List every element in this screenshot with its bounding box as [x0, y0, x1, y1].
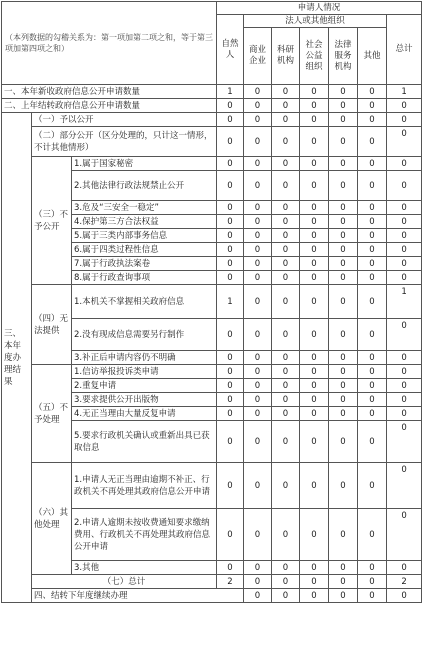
cell-commercial: 0: [244, 201, 272, 215]
cell-social: 0: [300, 99, 329, 113]
cell-other: 0: [358, 509, 387, 561]
header-natural-person: 自然人: [217, 15, 244, 85]
cell-research: 0: [272, 157, 300, 171]
cell-legal: 0: [329, 171, 358, 201]
cell-legal: 0: [329, 85, 358, 99]
cell-natural: 0: [217, 257, 244, 271]
cell-natural: 0: [217, 421, 244, 463]
cell-other: 0: [358, 99, 387, 113]
cell-natural: 1: [217, 285, 244, 319]
header-total: 总计: [387, 15, 422, 85]
cell-commercial: 0: [272, 589, 300, 603]
group-unable-to-provide: （四）无法提供: [32, 285, 72, 365]
row-label: 1.属于国家秘密: [72, 157, 217, 171]
cell-total: 0: [387, 365, 422, 379]
cell-other: 0: [358, 201, 387, 215]
cell-total: 0: [387, 407, 422, 421]
cell-social: 0: [300, 421, 329, 463]
cell-total: 0: [387, 319, 422, 351]
cell-commercial: 0: [244, 575, 272, 589]
cell-legal: 0: [329, 379, 358, 393]
cell-total: 0: [387, 157, 422, 171]
cell-total: 0: [387, 351, 422, 365]
row-partial: [2, 127, 422, 157]
cell-natural: 0: [217, 271, 244, 285]
cell-research: 0: [272, 421, 300, 463]
cell-social: 0: [300, 379, 329, 393]
cell-social: 0: [300, 351, 329, 365]
cell-commercial: 0: [244, 285, 272, 319]
cell-other: 0: [358, 285, 387, 319]
row-label: 2.没有现成信息需要另行制作: [72, 319, 217, 351]
cell-social: 0: [300, 113, 329, 127]
cell-total: 1: [387, 85, 422, 99]
cell-social: 0: [300, 561, 329, 575]
cell-social: 0: [300, 85, 329, 99]
row-label: 5.属于三类内部事务信息: [72, 229, 217, 243]
cell-social: 0: [300, 271, 329, 285]
cell-research: 0: [272, 113, 300, 127]
cell-legal: 0: [329, 561, 358, 575]
cell-legal: 0: [329, 201, 358, 215]
cell-commercial: 0: [244, 509, 272, 561]
cell-commercial: 0: [244, 365, 272, 379]
cell-research: 0: [272, 463, 300, 509]
cell-commercial: 0: [244, 351, 272, 365]
cell-commercial: 0: [244, 113, 272, 127]
cell-total: 0: [387, 379, 422, 393]
cell-natural: 0: [217, 215, 244, 229]
cell-other: 0: [358, 229, 387, 243]
cell-legal: 0: [329, 421, 358, 463]
cell-social: 0: [300, 319, 329, 351]
cell-total: 0: [387, 393, 422, 407]
row-label: 6.属于四类过程性信息: [72, 243, 217, 257]
cell-legal: 0: [329, 157, 358, 171]
cell-total: 0: [387, 421, 422, 463]
cell-research: 0: [272, 407, 300, 421]
cell-natural: 0: [217, 407, 244, 421]
cell-legal: 0: [329, 285, 358, 319]
header-social-welfare: 社会公益组织: [300, 28, 329, 85]
cell-natural: 0: [217, 113, 244, 127]
cell-legal: 0: [329, 463, 358, 509]
cell-research: 0: [272, 365, 300, 379]
cell-research: 0: [272, 271, 300, 285]
cell-social: 0: [300, 407, 329, 421]
cell-legal: 0: [329, 407, 358, 421]
cell-research: 0: [272, 99, 300, 113]
cell-other: 0: [358, 215, 387, 229]
cell-legal: 0: [329, 351, 358, 365]
cell-other: 0: [387, 589, 422, 603]
cell-total: 0: [387, 171, 422, 201]
cell-commercial: 0: [244, 271, 272, 285]
cell-legal: 0: [329, 113, 358, 127]
cell-social: 0: [300, 215, 329, 229]
cell-commercial: 0: [244, 99, 272, 113]
cell-research: 0: [272, 379, 300, 393]
cell-other: 0: [358, 575, 387, 589]
cell-social: 0: [300, 127, 329, 157]
cell-commercial: 0: [244, 561, 272, 575]
cell-total: 0: [387, 271, 422, 285]
cell-social: 0: [300, 463, 329, 509]
cell-social: 0: [300, 229, 329, 243]
cell-commercial: 0: [244, 215, 272, 229]
cell-other: 0: [358, 127, 387, 157]
cell-natural: 1: [217, 85, 244, 99]
cell-natural: 0: [217, 351, 244, 365]
cell-commercial: 0: [244, 463, 272, 509]
row-results-total: [2, 575, 422, 589]
row-label: 3.其他: [72, 561, 217, 575]
cell-other: 0: [358, 113, 387, 127]
cell-commercial: 0: [244, 85, 272, 99]
cell-total: 1: [387, 285, 422, 319]
cell-legal: 0: [358, 589, 387, 603]
cell-total: 0: [387, 127, 422, 157]
row-label: 一、本年新收政府信息公开申请数量: [2, 85, 217, 99]
row-label: 8.属于行政查询事项: [72, 271, 217, 285]
row-label: 二、上年结转政府信息公开申请数量: [2, 99, 217, 113]
cell-research: 0: [272, 351, 300, 365]
cell-commercial: 0: [244, 393, 272, 407]
cell-natural: 0: [217, 463, 244, 509]
row-label: 7.属于行政执法案卷: [72, 257, 217, 271]
cell-social: 0: [300, 171, 329, 201]
header-legal-service: 法律服务机构: [329, 28, 358, 85]
cell-other: 0: [358, 257, 387, 271]
row-label: 1.申请人无正当理由逾期不补正、行政机关不再处理其政府信息公开申请: [72, 463, 217, 509]
cell-total: 0: [387, 463, 422, 509]
cell-other: 0: [358, 365, 387, 379]
cell-total: 0: [387, 99, 422, 113]
cell-natural: 0: [217, 157, 244, 171]
cell-natural: 0: [217, 171, 244, 201]
cell-social: 0: [300, 365, 329, 379]
cell-social: 0: [300, 243, 329, 257]
cell-commercial: 0: [244, 379, 272, 393]
row-label: 2.重复申请: [72, 379, 217, 393]
cell-other: 0: [358, 171, 387, 201]
cell-legal: 0: [329, 271, 358, 285]
group-not-disclosed: （三）不予公开: [32, 157, 72, 285]
cell-legal: 0: [329, 229, 358, 243]
cell-legal: 0: [329, 393, 358, 407]
header-commercial: 商业企业: [244, 28, 272, 85]
row-label: 4.无正当理由大量反复申请: [72, 407, 217, 421]
cell-commercial: 0: [244, 257, 272, 271]
cell-legal: 0: [329, 365, 358, 379]
cell-research: 0: [272, 393, 300, 407]
cell-research: 0: [272, 85, 300, 99]
row-label: （七）总计: [32, 575, 217, 589]
cell-commercial: 0: [244, 407, 272, 421]
cell-legal: 0: [329, 319, 358, 351]
row-label: 3.危及“三安全一稳定”: [72, 201, 217, 215]
row-label: 1.信访举报投诉类申请: [72, 365, 217, 379]
cell-total: 0: [387, 113, 422, 127]
cell-commercial: 0: [244, 127, 272, 157]
header-note: （本列数据的勾稽关系为：第一项加第二项之和，等于第三项加第四项之和）: [2, 2, 217, 85]
cell-research: 0: [272, 127, 300, 157]
cell-research: 0: [272, 319, 300, 351]
cell-legal: 0: [329, 509, 358, 561]
row-other-processing-1: [2, 463, 422, 509]
cell-other: 0: [358, 393, 387, 407]
cell-social: 0: [300, 575, 329, 589]
cell-natural: 0: [217, 99, 244, 113]
cell-other: 0: [358, 379, 387, 393]
row-not-disclosed-1: [2, 157, 422, 171]
gov-info-disclosure-table: [1, 1, 422, 603]
cell-natural: 0: [217, 243, 244, 257]
cell-natural: 2: [217, 575, 244, 589]
cell-natural: 0: [217, 229, 244, 243]
cell-legal: 0: [329, 215, 358, 229]
row-label: 四、结转下年度继续办理: [32, 589, 244, 603]
header-other: 其他: [358, 28, 387, 85]
cell-total: 2: [387, 575, 422, 589]
header-legal-group: 法人或其他组织: [244, 15, 387, 28]
cell-social: 0: [300, 201, 329, 215]
cell-legal: 0: [329, 257, 358, 271]
row-new-applications: [2, 85, 422, 99]
cell-commercial: 0: [244, 171, 272, 201]
cell-research: 0: [272, 509, 300, 561]
row-label: 4.保护第三方合法权益: [72, 215, 217, 229]
cell-other: 0: [358, 319, 387, 351]
cell-total: 0: [387, 509, 422, 561]
cell-research: 0: [272, 243, 300, 257]
row-label: （二）部分公开（区分处理的，只计这一情形，不计其他情形）: [32, 127, 217, 157]
cell-other: 0: [358, 407, 387, 421]
cell-other: 0: [358, 421, 387, 463]
row-label: （一）予以公开: [32, 113, 217, 127]
cell-natural: 0: [217, 201, 244, 215]
row-unable-1: [2, 285, 422, 319]
cell-natural: 0: [244, 589, 272, 603]
cell-total: 0: [387, 243, 422, 257]
cell-commercial: 0: [244, 243, 272, 257]
cell-research: 0: [272, 575, 300, 589]
cell-other: 0: [358, 561, 387, 575]
cell-natural: 0: [217, 393, 244, 407]
cell-research: 0: [272, 257, 300, 271]
cell-commercial: 0: [244, 157, 272, 171]
cell-natural: 0: [217, 561, 244, 575]
cell-social: 0: [300, 285, 329, 319]
cell-social: 0: [300, 257, 329, 271]
cell-commercial: 0: [244, 229, 272, 243]
row-carried-over: [2, 99, 422, 113]
cell-social: 0: [300, 509, 329, 561]
cell-commercial: 0: [244, 421, 272, 463]
row-not-processed-1: [2, 365, 422, 379]
cell-other: 0: [358, 463, 387, 509]
cell-research: 0: [272, 171, 300, 201]
cell-research: 0: [300, 589, 329, 603]
cell-legal: 0: [329, 99, 358, 113]
cell-total: 0: [387, 229, 422, 243]
cell-research: 0: [272, 201, 300, 215]
cell-research: 0: [272, 215, 300, 229]
cell-other: 0: [358, 157, 387, 171]
group-not-processed: （五）不予处理: [32, 365, 72, 463]
cell-social: 0: [300, 157, 329, 171]
cell-total: 0: [387, 201, 422, 215]
cell-research: 0: [272, 561, 300, 575]
cell-total: 0: [387, 257, 422, 271]
cell-natural: 0: [217, 365, 244, 379]
row-label: 1.本机关不掌握相关政府信息: [72, 285, 217, 319]
cell-natural: 0: [217, 127, 244, 157]
cell-social: 0: [300, 393, 329, 407]
header-research: 科研机构: [272, 28, 300, 85]
cell-other: 0: [358, 243, 387, 257]
cell-other: 0: [358, 271, 387, 285]
cell-legal: 0: [329, 575, 358, 589]
cell-total: 0: [387, 215, 422, 229]
cell-research: 0: [272, 229, 300, 243]
cell-legal: 0: [329, 243, 358, 257]
row-label: 2.申请人逾期未按收费通知要求缴纳费用、行政机关不再处理其政府信息公开申请: [72, 509, 217, 561]
cell-natural: 0: [217, 509, 244, 561]
cell-total: 0: [387, 561, 422, 575]
header-applicant: 申请人情况: [217, 2, 422, 15]
cell-natural: 0: [217, 319, 244, 351]
cell-other: 0: [358, 351, 387, 365]
cell-commercial: 0: [244, 319, 272, 351]
row-label: 2.其他法律行政法规禁止公开: [72, 171, 217, 201]
row-carry-forward: [2, 589, 422, 603]
row-disclosed: [2, 113, 422, 127]
group-other-processing: （六）其他处理: [32, 463, 72, 575]
cell-research: 0: [272, 285, 300, 319]
row-label: 5.要求行政机关确认或重新出具已获取信息: [72, 421, 217, 463]
row-label: 3.要求提供公开出版物: [72, 393, 217, 407]
cell-legal: 0: [329, 127, 358, 157]
cell-social: 0: [329, 589, 358, 603]
section-results-label: 三、本年度办理结果: [2, 113, 32, 603]
cell-other: 0: [358, 85, 387, 99]
cell-natural: 0: [217, 379, 244, 393]
row-label: 3.补正后申请内容仍不明确: [72, 351, 217, 365]
